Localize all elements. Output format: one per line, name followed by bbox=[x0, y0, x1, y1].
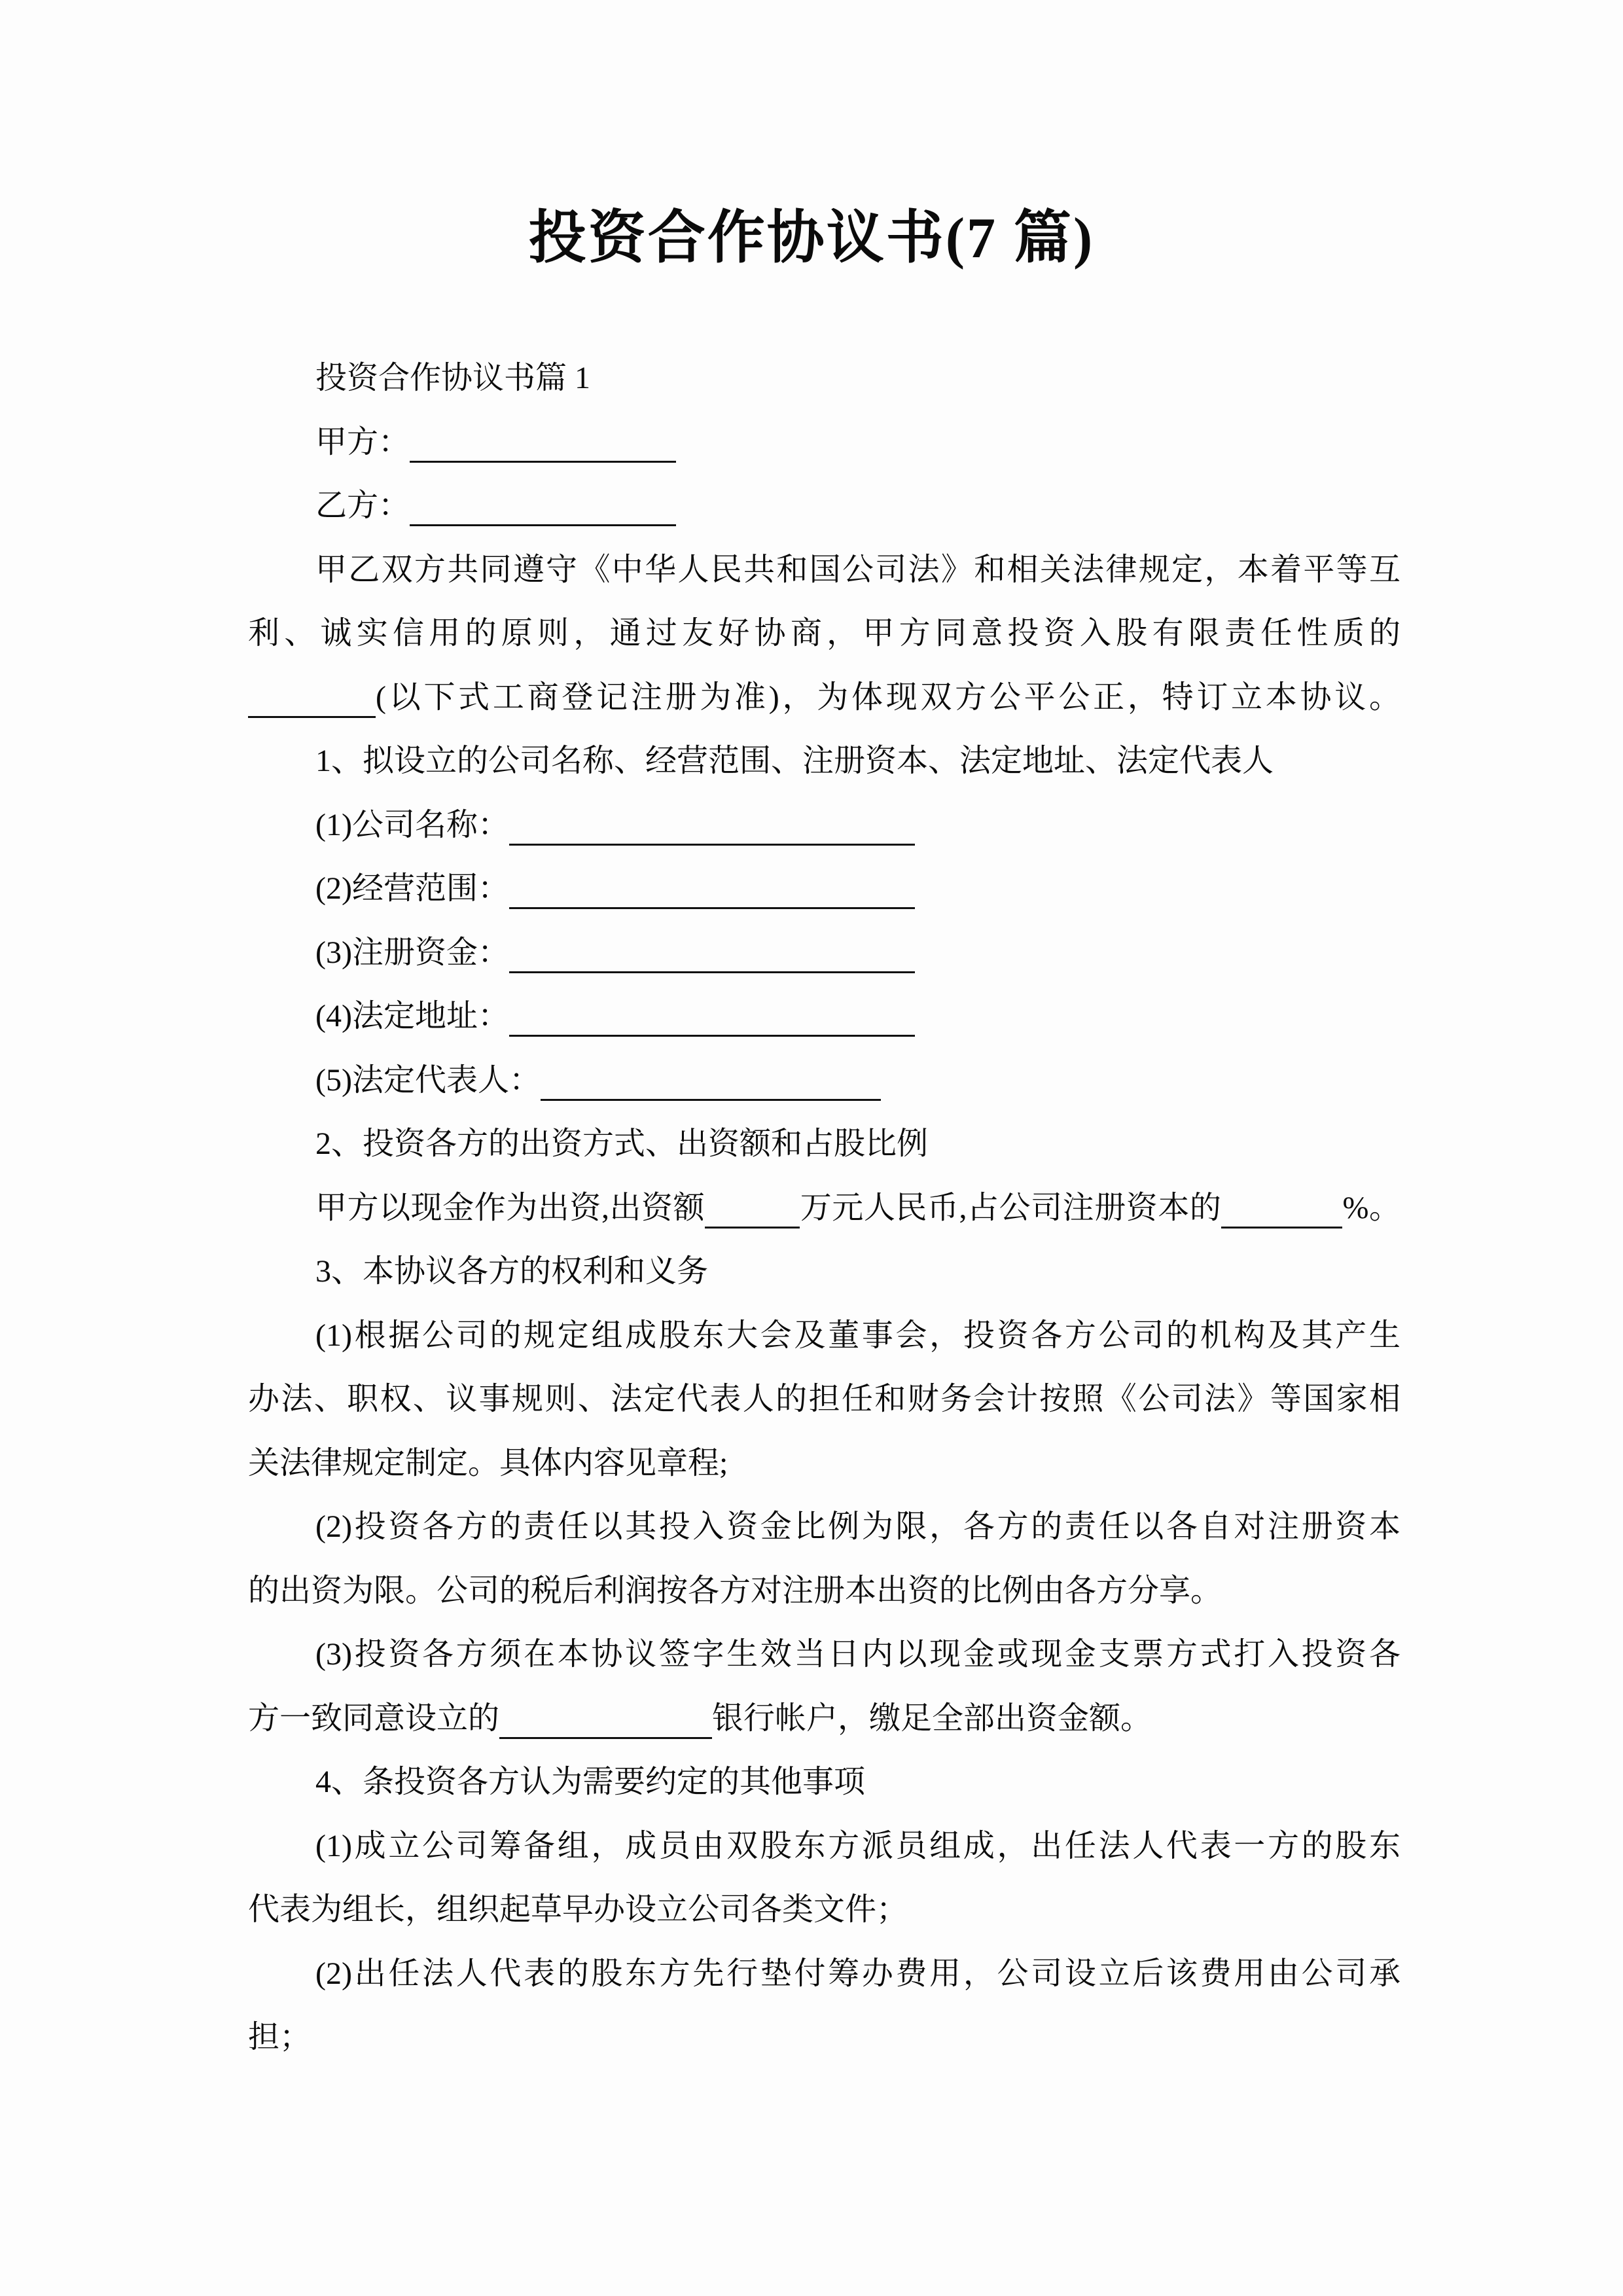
text-run: 办法、职权、议事规则、法定代表人的担任和财务会计按照《公司法》等国家相 bbox=[248, 1382, 1400, 1416]
party-a-line bbox=[248, 410, 1400, 475]
text-run: 的出资为限。公司的税后利润按各方对注册本出资的比例由各方分享。 bbox=[248, 1573, 1222, 1608]
document-line bbox=[248, 1431, 1400, 1496]
fill-in-blank-line bbox=[248, 683, 376, 718]
document-line bbox=[248, 1304, 1400, 1368]
document-title: 投资合作协议书(7 篇) bbox=[528, 207, 1095, 270]
text-run: 代表为组长，组织起草早办设立公司各类文件； bbox=[248, 1892, 908, 1927]
text-run: (1)成立公司筹备组，成员由双股东方派员组成，出任法人代表一方的股东 bbox=[315, 1828, 1400, 1863]
document-line bbox=[248, 729, 1400, 793]
document-line bbox=[248, 921, 1400, 985]
text-run: (3)注册资金： bbox=[315, 935, 509, 970]
fill-in-blank-line bbox=[410, 428, 676, 463]
document-line bbox=[248, 1623, 1400, 1687]
text-run: 甲方以现金作为出资,出资额 bbox=[315, 1190, 705, 1225]
document-line bbox=[248, 984, 1400, 1049]
text-run: 1、拟设立的公司名称、经营范围、注册资本、法定地址、法定代表人 bbox=[315, 744, 1274, 778]
text-run: 利、诚实信用的原则，通过友好协商，甲方同意投资入股有限责任性质的 bbox=[248, 616, 1400, 651]
document-line bbox=[248, 1942, 1400, 2006]
document-line bbox=[248, 1367, 1400, 1431]
text-run: (1)根据公司的规定组成股东大会及董事会，投资各方公司的机构及其产生 bbox=[315, 1318, 1400, 1353]
document-line bbox=[248, 793, 1400, 857]
document-line bbox=[248, 1814, 1400, 1878]
document-line bbox=[248, 601, 1400, 666]
document-line bbox=[248, 1878, 1400, 1942]
text-run: (2)投资各方的责任以其投入资金比例为限，各方的责任以各自对注册资本 bbox=[315, 1509, 1400, 1544]
text-run: (3)投资各方须在本协议签字生效当日内以现金或现金支票方式打入投资各 bbox=[315, 1637, 1400, 1672]
text-run: 投资合作协议书篇 1 bbox=[315, 361, 591, 395]
document-line bbox=[248, 538, 1400, 602]
document-line bbox=[248, 1176, 1400, 1240]
fill-in-blank-line bbox=[541, 1066, 881, 1101]
document-line bbox=[248, 1687, 1400, 1751]
text-run: 方一致同意设立的 bbox=[248, 1700, 500, 1736]
section-heading bbox=[248, 346, 1400, 410]
text-run: (5)法定代表人： bbox=[315, 1062, 541, 1098]
text-run: (以下式工商登记注册为准)，为体现双方公平公正，特订立本协议。 bbox=[376, 679, 1400, 715]
text-run: 万元人民币,占公司注册资本的 bbox=[800, 1190, 1222, 1225]
fill-in-blank-line bbox=[705, 1194, 800, 1229]
text-run: (2)出任法人代表的股东方先行垫付筹办费用，公司设立后该费用由公司承 bbox=[315, 1956, 1400, 1991]
text-run: 2、投资各方的出资方式、出资额和占股比例 bbox=[315, 1126, 929, 1161]
fill-in-blank-line bbox=[1221, 1194, 1342, 1229]
document-line bbox=[248, 857, 1400, 921]
fill-in-blank-line bbox=[509, 811, 915, 846]
text-run: %。 bbox=[1342, 1190, 1400, 1225]
document-line bbox=[248, 2005, 1400, 2070]
fill-in-blank-line bbox=[509, 874, 915, 909]
document-line bbox=[248, 666, 1400, 730]
text-run: 乙方： bbox=[315, 488, 410, 523]
text-run: 4、条投资各方认为需要约定的其他事项 bbox=[315, 1765, 866, 1799]
party-b-line bbox=[248, 474, 1400, 538]
fill-in-blank-line bbox=[509, 939, 915, 973]
document-line bbox=[248, 1240, 1400, 1304]
text-run: (1)公司名称： bbox=[315, 807, 509, 842]
text-run: 银行帐户，缴足全部出资金额。 bbox=[712, 1700, 1152, 1736]
text-run: 关法律规定制定。具体内容见章程; bbox=[248, 1445, 728, 1480]
text-run: (4)法定地址： bbox=[315, 999, 509, 1033]
document-line bbox=[248, 1495, 1400, 1559]
document-line bbox=[248, 1049, 1400, 1113]
text-run: 担； bbox=[248, 2020, 312, 2054]
fill-in-blank-line bbox=[509, 1002, 915, 1037]
document-body bbox=[0, 346, 1400, 2070]
text-run: 甲方： bbox=[315, 424, 410, 459]
fill-in-blank-line bbox=[499, 1704, 712, 1739]
text-run: 甲乙双方共同遵守《中华人民共和国公司法》和相关法律规定，本着平等互 bbox=[315, 552, 1400, 587]
document-line bbox=[248, 1750, 1400, 1814]
fill-in-blank-line bbox=[410, 492, 676, 526]
document-line bbox=[248, 1112, 1400, 1176]
document-line bbox=[248, 1559, 1400, 1623]
text-run: (2)经营范围： bbox=[315, 871, 509, 906]
text-run: 3、本协议各方的权利和义务 bbox=[315, 1254, 709, 1289]
